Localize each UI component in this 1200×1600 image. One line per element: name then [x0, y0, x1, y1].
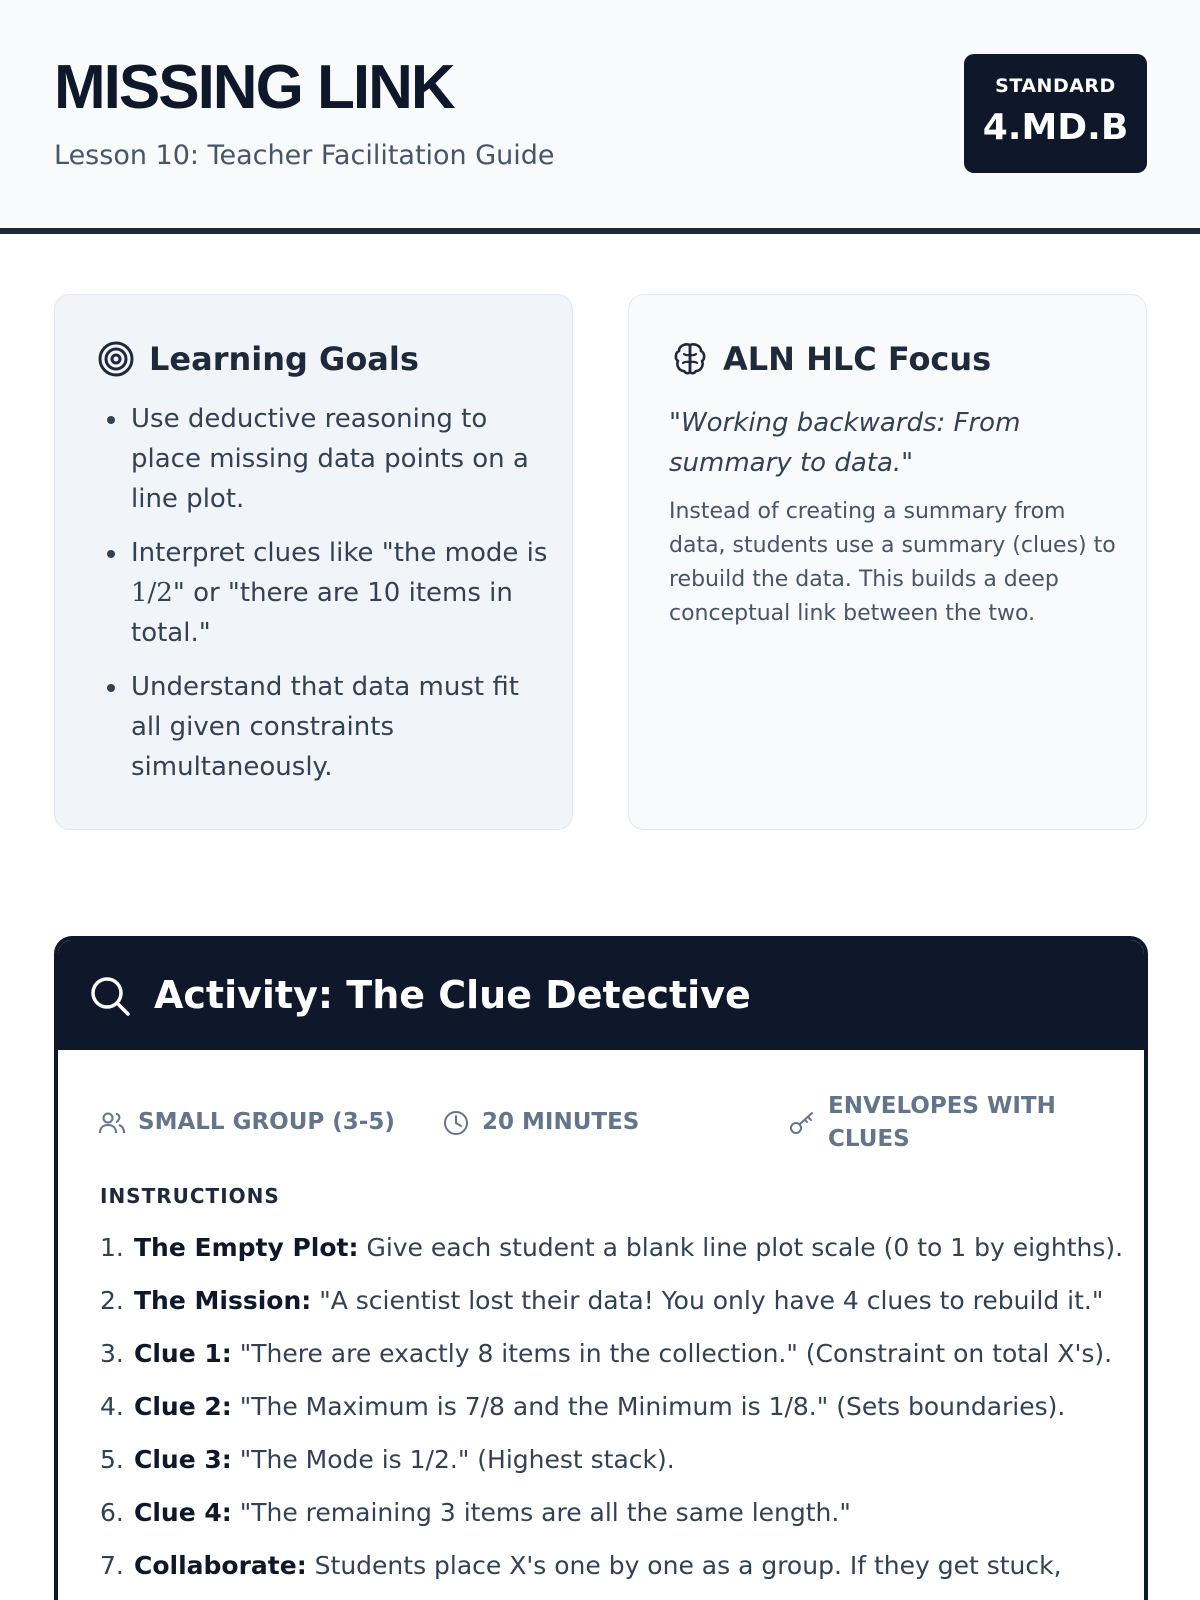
materials-meta: [788, 1090, 1088, 1156]
activity-panel: [54, 936, 1148, 1600]
list-item: 6. Clue 4: "The remaining 3 items are all the same length.": [100, 1498, 851, 1527]
standard-label: STANDARD: [995, 75, 1116, 97]
fraction: 1/2: [131, 578, 173, 608]
clock-icon: [442, 1109, 470, 1137]
group-size-text: SMALL GROUP (3-5): [138, 1109, 395, 1135]
users-icon: [98, 1109, 126, 1137]
key-icon: [788, 1109, 816, 1137]
learning-goals-list: [129, 399, 549, 801]
page-header: [0, 0, 1200, 234]
list-item: 7. Collaborate: Students place X's one by one as a group. If they get stuck,: [100, 1551, 1062, 1580]
brain-icon: [671, 340, 709, 378]
standard-code: 4.MD.B: [982, 107, 1129, 148]
list-item: 1. The Empty Plot: Give each student a blank line plot scale (0 to 1 by eighths).: [100, 1233, 1124, 1262]
group-size-meta: [98, 1106, 395, 1139]
duration-text: 20 MINUTES: [482, 1109, 640, 1135]
list-item: 5. Clue 3: "The Mode is 1/2." (Highest stack).: [100, 1445, 675, 1474]
activity-title: Activity: The Clue Detective: [154, 973, 751, 1017]
hlc-focus-description: Instead of creating a summary from data, students use a summary (clues) to rebuild the data. This builds a deep conceptual link between the two.: [669, 499, 1116, 626]
hlc-focus-quote: "Working backwards: From summary to data.": [669, 408, 1021, 478]
page-title: MISSING LINK: [54, 53, 454, 122]
activity-header: [58, 940, 1144, 1050]
hlc-focus-card: [628, 294, 1147, 830]
list-item: • Use deductive reasoning to place missing data points on a line plot.: [129, 399, 549, 519]
hlc-focus-title: ALN HLC Focus: [723, 340, 992, 378]
search-icon: [88, 974, 132, 1018]
target-icon: [97, 340, 135, 378]
list-item: 3. Clue 1: "There are exactly 8 items in the collection." (Constraint on total X's).: [100, 1339, 1113, 1368]
instructions-list: [100, 1230, 1124, 1600]
learning-goals-card: [54, 294, 573, 830]
duration-meta: [442, 1106, 639, 1139]
instructions-heading: INSTRUCTIONS: [100, 1184, 280, 1208]
list-item: • Understand that data must fit all given constraints simultaneously.: [129, 667, 549, 787]
list-item: • Interpret clues like "the mode is 1/2" or "there are 10 items in total.": [129, 533, 549, 653]
page-subtitle: Lesson 10: Teacher Facilitation Guide: [54, 140, 555, 171]
standard-badge: [964, 54, 1147, 173]
hlc-focus-heading: [671, 337, 991, 381]
materials-text: ENVELOPES WITH CLUES: [828, 1093, 1056, 1152]
list-item: 4. Clue 2: "The Maximum is 7/8 and the Minimum is 1/8." (Sets boundaries).: [100, 1392, 1066, 1421]
list-item: 2. The Mission: "A scientist lost their data! You only have 4 clues to rebuild it.": [100, 1286, 1104, 1315]
learning-goals-heading: [97, 337, 419, 381]
learning-goals-title: Learning Goals: [149, 340, 419, 378]
